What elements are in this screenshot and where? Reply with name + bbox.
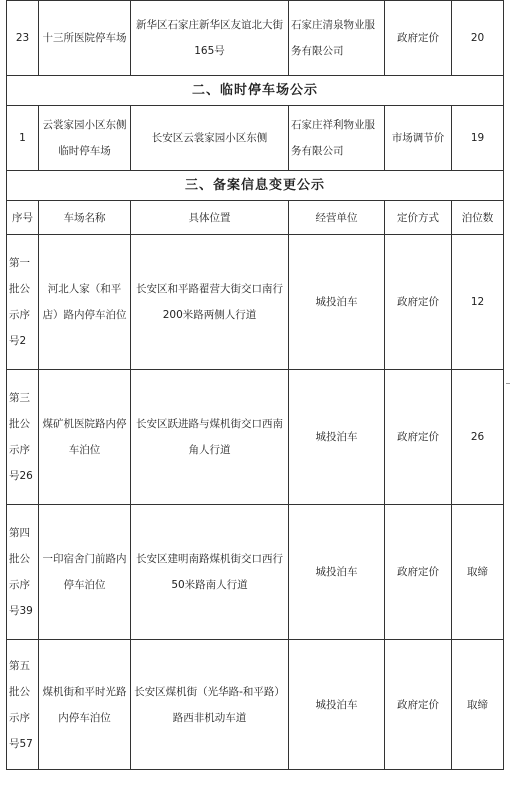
row-operator: 城投泊车 [289,505,385,640]
section-row [7,76,504,106]
row-pricing: 政府定价 [385,235,452,370]
page-edge-mark [506,383,510,384]
row-spaces: 取缔 [452,640,504,770]
row-seq: 第四批公示序号39 [7,505,39,640]
row-parking-name: 十三所医院停车场 [39,1,131,76]
row-spaces: 取缔 [452,505,504,640]
row-operator: 石家庄清泉物业服务有限公司 [289,1,385,76]
row-pricing: 市场调节价 [385,106,452,171]
row-spaces: 12 [452,235,504,370]
table-row [7,370,504,505]
row-location: 长安区煤机街（光华路-和平路）路西非机动车道 [131,640,289,770]
header-spaces: 泊位数 [452,201,504,235]
header-pricing: 定价方式 [385,201,452,235]
row-pricing: 政府定价 [385,505,452,640]
row-location: 长安区和平路翟营大街交口南行200米路两侧人行道 [131,235,289,370]
section-title-temporary-parking: 二、临时停车场公示 [7,76,504,106]
row-location: 新华区石家庄新华区友谊北大街165号 [131,1,289,76]
row-pricing: 政府定价 [385,1,452,76]
row-parking-name: 煤机街和平时光路内停车泊位 [39,640,131,770]
row-location: 长安区云裳家园小区东侧 [131,106,289,171]
table-header-row [7,201,504,235]
table-row [7,1,504,76]
row-parking-name: 一印宿舍门前路内停车泊位 [39,505,131,640]
row-seq: 第五批公示序号57 [7,640,39,770]
row-location: 长安区跃进路与煤机街交口西南角人行道 [131,370,289,505]
table-row [7,235,504,370]
row-location: 长安区建明南路煤机街交口西行50米路南人行道 [131,505,289,640]
header-seq: 序号 [7,201,39,235]
row-pricing: 政府定价 [385,370,452,505]
row-operator: 城投泊车 [289,640,385,770]
row-spaces: 26 [452,370,504,505]
row-seq: 1 [7,106,39,171]
row-seq: 23 [7,1,39,76]
row-parking-name: 煤矿机医院路内停车泊位 [39,370,131,505]
row-operator: 城投泊车 [289,370,385,505]
header-operator: 经营单位 [289,201,385,235]
row-operator: 石家庄祥利物业服务有限公司 [289,106,385,171]
section-row [7,171,504,201]
table-row [7,505,504,640]
row-parking-name: 河北人家（和平店）路内停车泊位 [39,235,131,370]
row-seq: 第一批公示序号2 [7,235,39,370]
row-seq: 第三批公示序号26 [7,370,39,505]
row-parking-name: 云裳家园小区东侧临时停车场 [39,106,131,171]
header-parking-name: 车场名称 [39,201,131,235]
row-spaces: 19 [452,106,504,171]
table-row [7,106,504,171]
row-spaces: 20 [452,1,504,76]
section-title-filing-change: 三、备案信息变更公示 [7,171,504,201]
header-location: 具体位置 [131,201,289,235]
row-operator: 城投泊车 [289,235,385,370]
table-row [7,640,504,770]
parking-filing-table [6,0,504,770]
row-pricing: 政府定价 [385,640,452,770]
